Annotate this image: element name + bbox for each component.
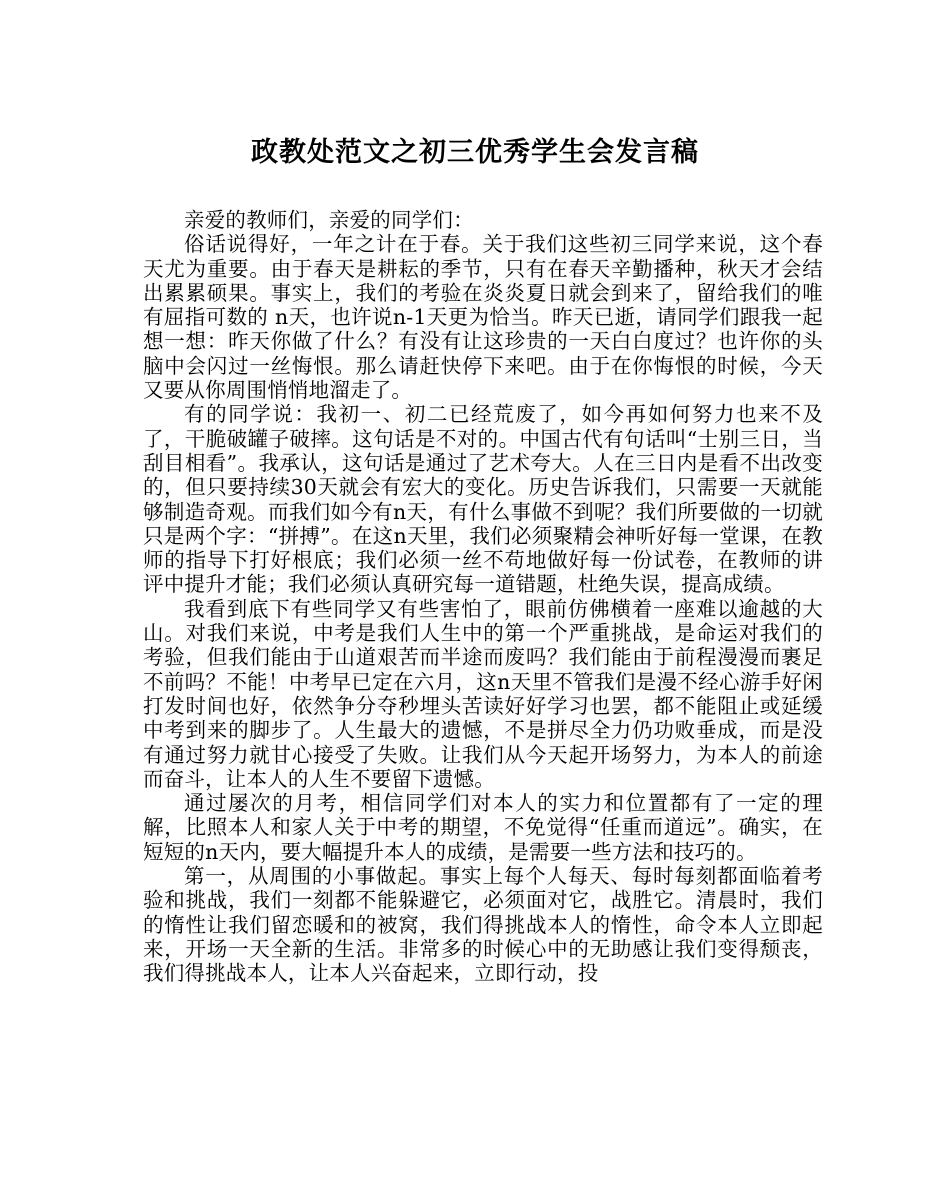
body-paragraph: 第一，从周围的小事做起。事实上每个人每天、每时每刻都面临着考验和挑战，我们一刻都不能躲避它，必须面对它，战胜它。清晨时，我们的惰性让我们留恋暖和的被窝，我们得挑战本人的惰性，命令本人立即起来，开场一天全新的生活。非常多的时候心中的无助感让我们变得颓丧，我们得挑战本人，让本人兴奋起来，立即行动，投 <box>143 864 823 986</box>
document-body <box>143 208 823 986</box>
document-title: 政教处范文之初三优秀学生会发言稿 <box>251 137 699 168</box>
salutation-paragraph: 亲爱的教师们，亲爱的同学们： <box>184 208 474 232</box>
body-paragraph: 俗话说得好，一年之计在于春。关于我们这些初三同学来说，这个春天尤为重要。由于春天是耕耘的季节，只有在春天辛勤播种，秋天才会结出累累硕果。事实上，我们的考验在炎炎夏日就会到来了，留给我们的唯有屈指可数的 n天，也许说n-1天更为恰当。昨天已逝，请同学们跟我一起想一想：昨天你做了什么？有没有让这珍贵的一天白白度过？也许你的头脑中会闪过一丝悔恨。那么请赶快停下来吧。由于在你悔恨的时候，今天又要从你周围悄悄地溜走了。 <box>143 232 823 403</box>
body-paragraph: 通过屡次的月考，相信同学们对本人的实力和位置都有了一定的理解，比照本人和家人关于中考的期望，不免觉得“任重而道远”。确实，在短短的n天内，要大幅提升本人的成绩，是需要一些方法和技巧的。 <box>143 791 823 864</box>
body-paragraph: 有的同学说：我初一、初二已经荒废了，如今再如何努力也来不及了，干脆破罐子破摔。这句话是不对的。中国古代有句话叫“士别三日，当刮目相看”。我承认，这句话是通过了艺术夸大。人在三日内是看不出改变的，但只要持续30天就会有宏大的变化。历史告诉我们，只需要一天就能够制造奇观。而我们如今有n天，有什么事做不到呢？我们所要做的一切就只是两个字：“拼搏”。在这n天里，我们必须聚精会神听好每一堂课，在教师的指导下打好根底；我们必须一丝不苟地做好每一份试卷，在教师的讲评中提升才能；我们必须认真研究每一道错题，杜绝失误，提高成绩。 <box>143 402 823 597</box>
body-paragraph: 我看到底下有些同学又有些害怕了，眼前仿佛横着一座难以逾越的大山。对我们来说，中考是我们人生中的第一个严重挑战，是命运对我们的考验，但我们能由于山道艰苦而半途而废吗？我们能由于前程漫漫而裹足不前吗？不能！中考早已定在六月，这n天里不管我们是漫不经心游手好闲打发时间也好，依然争分夺秒埋头苦读好好学习也罢，都不能阻止或延缓中考到来的脚步了。人生最大的遗憾，不是拼尽全力仍功败垂成，而是没有通过努力就甘心接受了失败。让我们从今天起开场努力，为本人的前途而奋斗，让本人的人生不要留下遗憾。 <box>143 596 823 791</box>
